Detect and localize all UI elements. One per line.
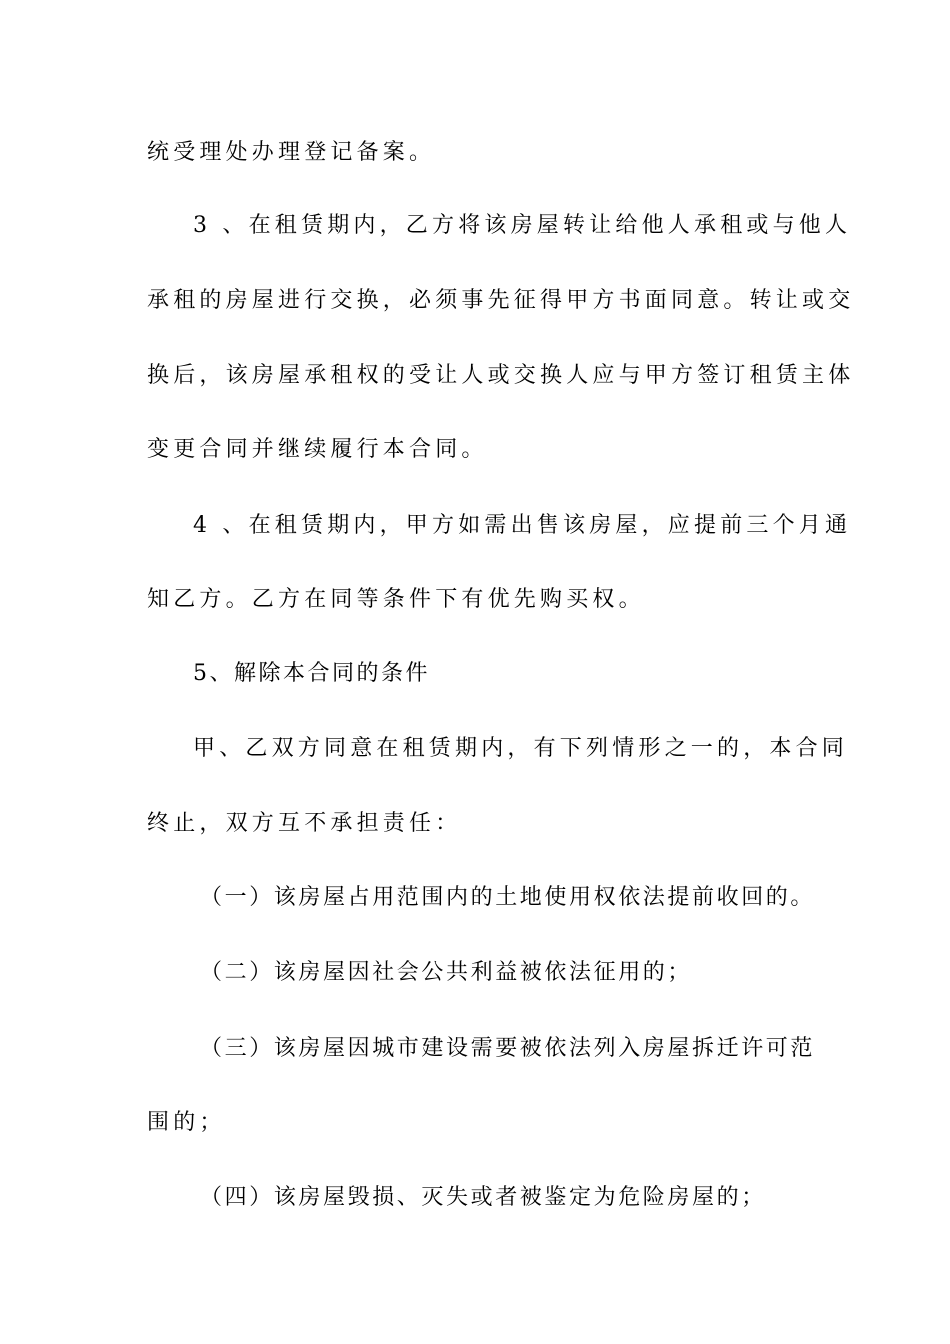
paragraph-line: 3 、在租赁期内，乙方将该房屋转让给他人承租或与他人 [193, 213, 852, 238]
paragraph-line: 知乙方。乙方在同等条件下有优先购买权。 [147, 587, 645, 612]
paragraph-line: 变更合同并继续履行本合同。 [147, 437, 488, 462]
list-item: （一）该房屋占用范围内的土地使用权依法提前收回的。 [200, 885, 816, 910]
paragraph-line: 甲、乙双方同意在租赁期内，有下列情形之一的，本合同 [193, 736, 849, 761]
paragraph-line: 4 、在租赁期内，甲方如需出售该房屋，应提前三个月通 [193, 513, 852, 538]
paragraph-line: 统受理处办理登记备案。 [147, 140, 436, 165]
paragraph-line: 围的； [147, 1110, 226, 1135]
list-item: （四）该房屋毁损、灭失或者被鉴定为危险房屋的； [200, 1185, 766, 1210]
paragraph-line: 换后，该房屋承租权的受让人或交换人应与甲方签订租赁主体 [147, 363, 855, 388]
section-heading: 5、解除本合同的条件 [193, 661, 430, 686]
paragraph-line: 承租的房屋进行交换，必须事先征得甲方书面同意。转让或交 [147, 288, 855, 313]
list-item: （三）该房屋因城市建设需要被依法列入房屋拆迁许可范 [200, 1036, 816, 1061]
list-item: （二）该房屋因社会公共利益被依法征用的； [200, 960, 693, 985]
paragraph-line: 终止，双方互不承担责任： [147, 811, 462, 836]
